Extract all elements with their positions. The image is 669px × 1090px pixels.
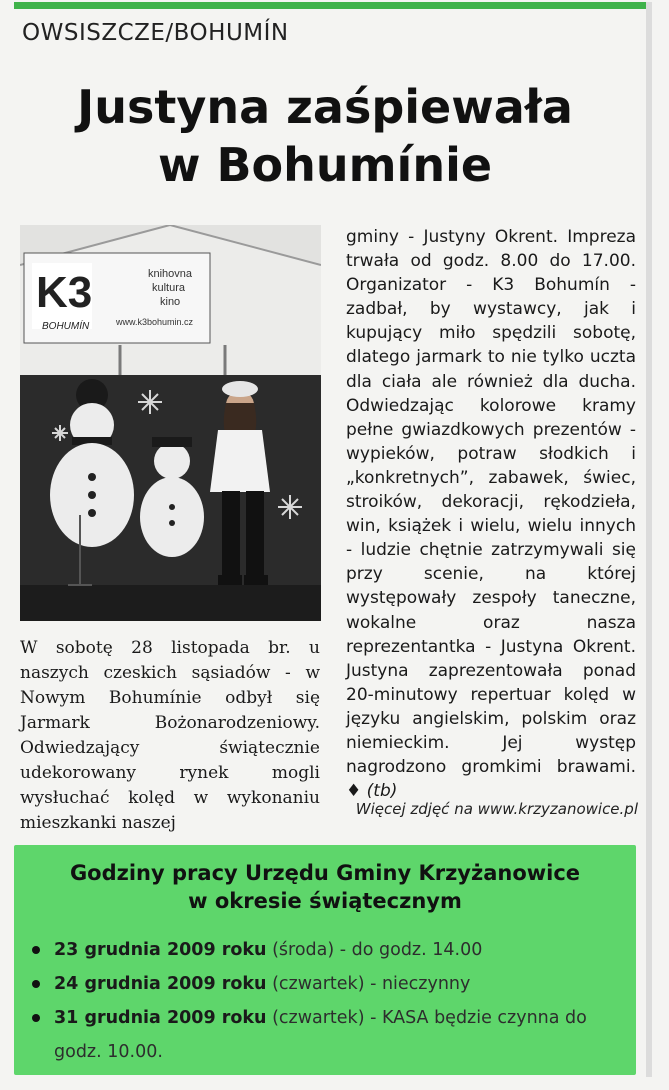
headline-line-1: Justyna zaśpiewała [77, 80, 573, 134]
banner-logo: K3 [36, 268, 93, 317]
banner-logo-sub: BOHUMÍN [42, 321, 90, 332]
bullet-icon [32, 946, 40, 954]
item-date: 23 grudnia 2009 roku [54, 940, 267, 960]
notice-title-line-1: Godziny pracy Urzędu Gminy Krzyżanowice [69, 861, 581, 885]
banner-line-1: knihovna [148, 268, 193, 280]
notice-title [14, 859, 636, 915]
item-date: 24 grudnia 2009 roku [54, 974, 267, 994]
item-detail: (środa) - do godz. 14.00 [266, 940, 483, 960]
notice-title-line-2: w okresie świątecznym [188, 889, 462, 913]
article-column-left [20, 636, 320, 836]
more-photos-link[interactable]: Więcej zdjęć na www.krzyzanowice.pl [355, 800, 638, 818]
headline [20, 78, 630, 194]
article-photo [20, 225, 321, 621]
photo-illustration [20, 225, 321, 621]
office-hours-box [14, 845, 636, 1075]
banner-line-3: kino [160, 296, 181, 308]
page-edge [646, 2, 652, 1077]
item-detail: (czwartek) - nieczynny [266, 974, 471, 994]
item-date: 31 grudnia 2009 roku [54, 1008, 267, 1028]
article-column-right [346, 225, 636, 803]
top-green-rule [14, 2, 650, 9]
office-hours-list [32, 933, 632, 1069]
list-item [32, 933, 632, 967]
banner-url: www.k3bohumin.cz [116, 317, 194, 327]
article-text-right-body: gminy - Justyny Okrent. Impreza trwała od godz. 8.00 do 17.00. Organizator - K3 Bohumín - zadbał, by wystawcy, jak i kupujący miło spędzili sobotę, dlatego jarmark to nie tylko uczta dla ciała ale również dla ducha. Odwiedzając kolorowe kramy pełne gwiazdkowych prezentów - wypieków, potraw słodkich i „konkretnych”, zabawek, świec, stroików, dekoracji, rękodzieła, win, książek i wielu, wielu innych - ludzie chętnie zatrzymywali się przy scenie, na której występowały zespoły taneczne, wokalne oraz nasza reprezentantka - Justyna Okrent. Justyna zaprezentowała ponad 20-minutowy repertuar kolęd w języku angielskim, polskim oraz niemieckim. Jej występ nagrodzono gromkimi brawami. ♦ [346, 227, 636, 802]
article-text-right [346, 225, 636, 803]
bullet-icon [32, 980, 40, 988]
section-label: OWSISZCZE/BOHUMÍN [22, 20, 289, 46]
article-text-left: W sobotę 28 listopada br. u naszych czeskich sąsiadów - w Nowym Bohumínie odbył się Jarmark Bożonarodzeniowy. Odwiedzający świątecznie udekorowany rynek mogli wysłuchać kolęd w wykonaniu mieszkanki naszej [20, 638, 320, 833]
headline-line-2: w Bohumínie [157, 138, 493, 192]
item-detail: (czwartek) - KASA będzie czynna do godz. 10.00. [54, 1008, 587, 1062]
bullet-icon [32, 1014, 40, 1022]
list-item [32, 1001, 632, 1069]
list-item [32, 967, 632, 1001]
article-signature: (tb) [366, 781, 398, 802]
banner-line-2: kultura [152, 282, 186, 294]
